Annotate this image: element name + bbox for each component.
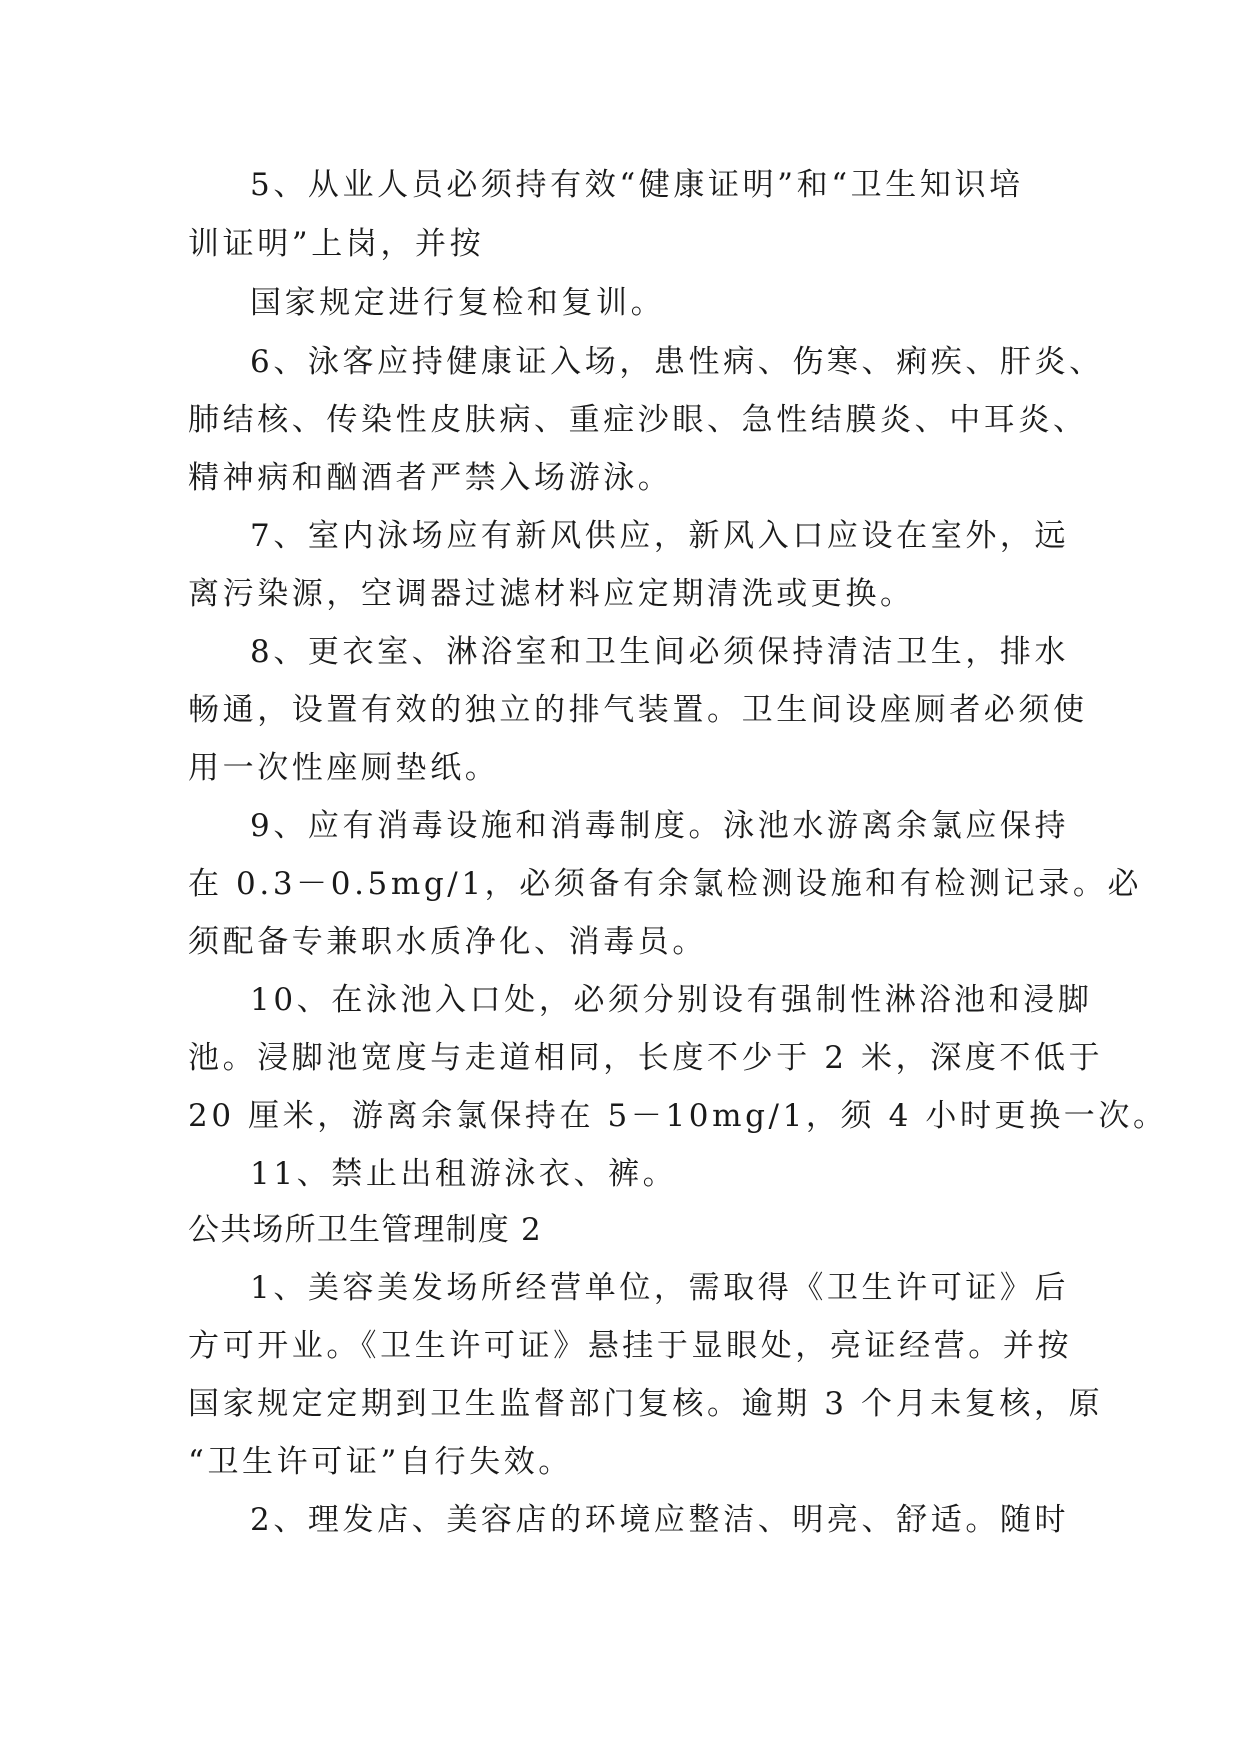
text-line: 精神病和酗酒者严禁入场游泳。: [188, 460, 673, 496]
text-line: 畅通，设置有效的独立的排气装置。卫生间设座厕者必须使: [188, 692, 1088, 728]
text-line: 方可开业。《卫生许可证》悬挂于显眼处，亮证经营。并按: [188, 1328, 1073, 1364]
text-line: 6、泳客应持健康证入场，患性病、伤寒、痢疾、肝炎、: [250, 344, 1104, 380]
text-line: 用一次性座厕垫纸。: [188, 750, 500, 786]
text-line: 10、在泳池入口处，必须分别设有强制性淋浴池和浸脚: [250, 982, 1093, 1018]
text-line: 须配备专兼职水质净化、消毒员。: [188, 924, 707, 960]
text-line: 国家规定定期到卫生监督部门复核。逾期 3 个月未复核，原: [188, 1386, 1104, 1422]
text-line: 池。浸脚池宽度与走道相同，长度不少于 2 米，深度不低于: [188, 1040, 1104, 1076]
text-line: 离污染源，空调器过滤材料应定期清洗或更换。: [188, 576, 915, 612]
text-line: “卫生许可证”自行失效。: [188, 1444, 573, 1480]
section-heading: 公共场所卫生管理制度 2: [188, 1212, 542, 1248]
text-line: 1、美容美发场所经营单位，需取得《卫生许可证》后: [250, 1270, 1070, 1306]
text-line: 11、禁止出租游泳衣、裤。: [250, 1156, 678, 1192]
text-line: 国家规定进行复检和复训。: [250, 285, 666, 321]
text-line: 肺结核、传染性皮肤病、重症沙眼、急性结膜炎、中耳炎、: [188, 402, 1088, 438]
text-line: 20 厘米，游离余氯保持在 5－10mg/1，须 4 小时更换一次。: [188, 1098, 1168, 1134]
text-line: 8、更衣室、淋浴室和卫生间必须保持清洁卫生，排水: [250, 634, 1070, 670]
text-line: 5、从业人员必须持有效“健康证明”和“卫生知识培: [250, 167, 1024, 203]
text-line: 训证明”上岗，并按: [188, 226, 485, 262]
text-line: 9、应有消毒设施和消毒制度。泳池水游离余氯应保持: [250, 808, 1070, 844]
text-line: 7、室内泳场应有新风供应，新风入口应设在室外，远: [250, 518, 1070, 554]
text-line: 2、理发店、美容店的环境应整洁、明亮、舒适。随时: [250, 1502, 1070, 1538]
text-line: 在 0.3－0.5mg/1，必须备有余氯检测设施和有检测记录。必: [188, 866, 1143, 902]
